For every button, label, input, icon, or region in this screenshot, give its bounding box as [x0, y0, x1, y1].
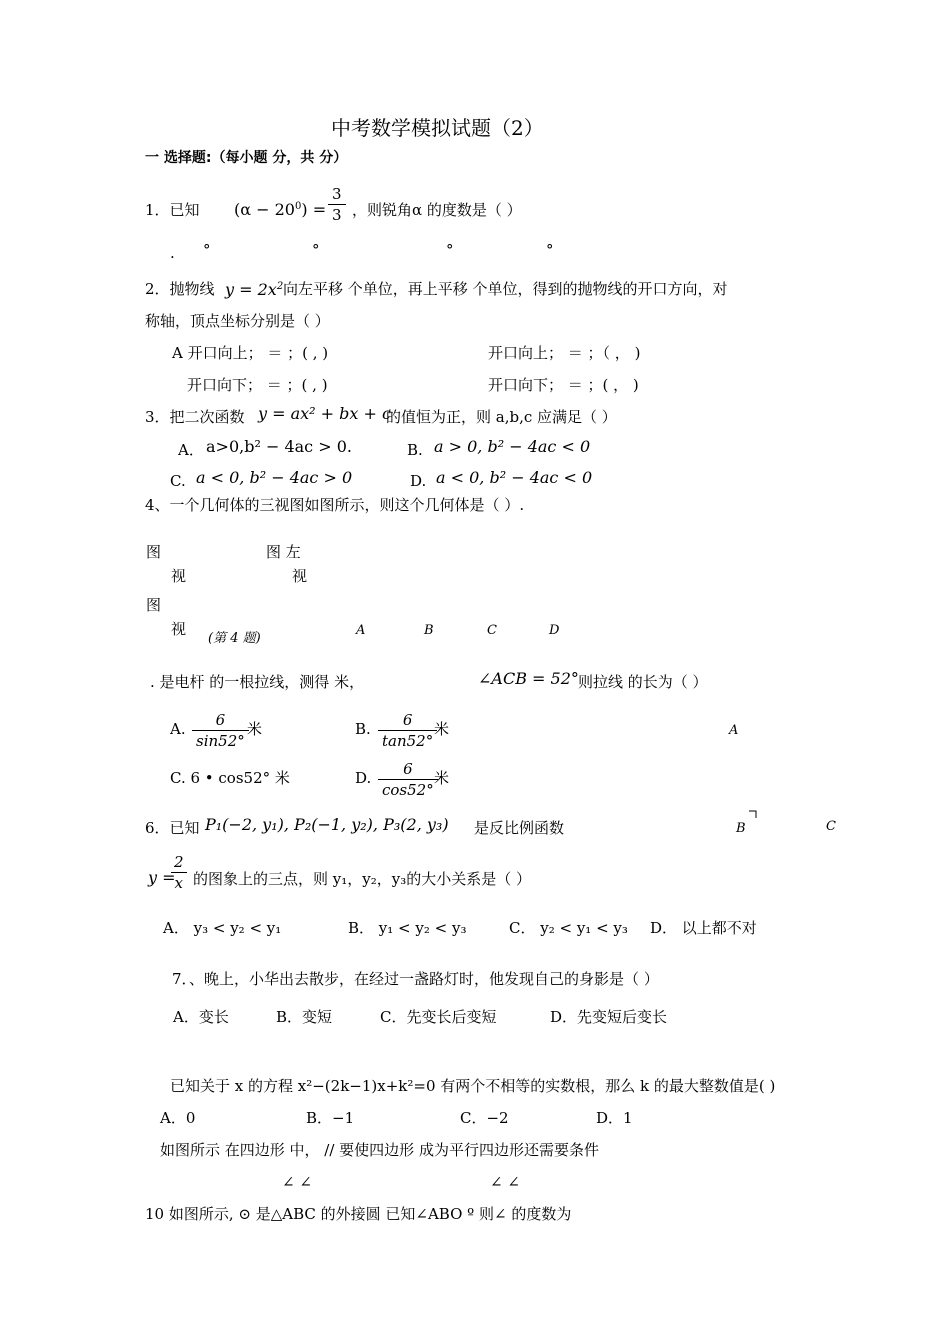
- q8-option-a: A．0: [160, 1109, 196, 1127]
- q3-option-b: a > 0, b² − 4ac < 0: [434, 437, 591, 456]
- q8-stem: 已知关于 x 的方程 x²−(2k−1)x+k²=0 有两个不相等的实数根，那么 k 的最大整数值是( ): [170, 1077, 776, 1095]
- q5-figure-label-b: B: [736, 821, 746, 836]
- q7-option-b: B．变短: [276, 1008, 333, 1026]
- q3-option-c: a < 0, b² − 4ac > 0: [196, 468, 353, 487]
- q9-condition-left: ∠ ∠: [282, 1173, 312, 1191]
- q5-figure-label-c: C: [826, 819, 836, 834]
- q1-option-b: °: [312, 241, 320, 259]
- q4-fig-word: 视: [171, 567, 187, 585]
- q1-option-a: °: [203, 241, 211, 259]
- page-title: 中考数学模拟试题（2）: [331, 116, 544, 140]
- q5-angle: ∠ACB = 52°: [478, 669, 579, 688]
- q4-fig-word: 视: [292, 567, 308, 585]
- q5-option-d-label: D.: [355, 769, 372, 787]
- q10-stem: 10 如图所示, ⊙ 是△ABC 的外接圆 已知∠ABO º 则∠ 的度数为: [145, 1205, 572, 1223]
- q6-points: P₁(−2, y₁), P₂(−1, y₂), P₃(2, y₃): [205, 815, 449, 834]
- q5-option-b-fraction: $\frac{6}{\tan 52^\circ}$: [378, 711, 437, 750]
- q5-stem-rest: 则拉线 的长为（ ）: [578, 673, 708, 691]
- q6-option-d: D． 以上都不对: [650, 919, 757, 937]
- q9-stem: 如图所示 在四边形 中， // 要使四边形 成为平行四边形还需要条件: [160, 1141, 599, 1159]
- q2-stem-line2: 称轴，顶点坐标分别是（ ）: [145, 312, 330, 330]
- q3-option-a: a>0,b² − 4ac > 0.: [206, 437, 352, 456]
- q3-option-d-label: D.: [410, 472, 427, 490]
- q6-stem-start: 6．已知: [145, 819, 200, 837]
- q6-option-a: A． y₃ < y₂ < y₁: [163, 919, 282, 937]
- q8-option-c: C．−2: [460, 1109, 509, 1127]
- q1-fraction: $\frac{3}{3}$: [328, 185, 346, 224]
- q4-fig-word: 图: [146, 596, 162, 614]
- q1-expression: $(\alpha - 20^0)$ =: [234, 200, 327, 219]
- q4-choice-b: B: [424, 623, 434, 638]
- q2-option-a: A 开口向上； ＝ ；( , ): [172, 344, 329, 362]
- q1-tail: ，则锐角α 的度数是（ ）: [352, 201, 522, 219]
- q4-choice-a: A: [356, 623, 366, 638]
- q1-option-marker: .: [170, 244, 175, 262]
- q5-option-d-fraction: $\frac{6}{\cos 52^\circ}$: [378, 760, 438, 799]
- q7-option-c: C．先变长后变短: [380, 1008, 497, 1026]
- q5-option-d-unit: 米: [434, 769, 450, 787]
- q5-option-c: C. 6 • cos52° 米: [170, 769, 290, 787]
- q4-stem: 4、一个几何体的三视图如图所示，则这个几何体是（ ）.: [145, 496, 525, 514]
- q4-fig-word: 图: [146, 543, 162, 561]
- q8-option-b: B．−1: [306, 1109, 355, 1127]
- q3-equation: y = ax² + bx + c: [258, 404, 391, 423]
- q5-option-a-unit: 米: [247, 720, 263, 738]
- q2-option-c: 开口向下； ＝ ；( , ): [187, 376, 328, 394]
- q5-option-a-fraction: $\frac{6}{\sin 52^\circ}$: [192, 711, 249, 750]
- q4-choice-d: D: [549, 623, 560, 638]
- q4-choice-c: C: [487, 623, 497, 638]
- q3-stem-start: 3．把二次函数: [145, 408, 245, 426]
- q2-stem-start: 2．抛物线: [145, 280, 215, 298]
- q5-option-b-unit: 米: [434, 720, 450, 738]
- q3-option-b-label: B.: [407, 441, 423, 459]
- q6-function-fraction: $\frac{2}{x}$: [170, 853, 188, 892]
- q4-fig-word: 视: [171, 620, 187, 638]
- q1-option-c: °: [446, 241, 454, 259]
- q7-option-a: A．变长: [173, 1008, 229, 1026]
- q6-stem-end: 的图象上的三点，则 y₁，y₂，y₃的大小关系是（ ）: [193, 870, 532, 888]
- q4-fig-word: 图 左: [266, 543, 301, 561]
- q5-figure-label-a: A: [729, 723, 739, 738]
- q6-function-lhs: y =: [148, 868, 176, 887]
- q5-option-b-label: B.: [355, 720, 371, 738]
- q8-option-d: D．1: [596, 1109, 633, 1127]
- q2-option-d: 开口向下； ＝ ；( ， ): [488, 376, 639, 394]
- q2-equation: $y = 2x^2$: [225, 280, 284, 299]
- q2-option-b: 开口向上； ＝ ；（ ， ): [488, 344, 641, 362]
- q3-option-a-label: A．: [178, 441, 204, 459]
- q2-stem-rest: 向左平移 个单位，再上平移 个单位，得到的抛物线的开口方向，对: [283, 280, 728, 298]
- q1-option-d: °: [546, 241, 554, 259]
- q1-number: 1．已知: [145, 201, 200, 219]
- q9-condition-right: ∠ ∠: [490, 1173, 520, 1191]
- q3-option-c-label: C.: [170, 472, 186, 490]
- right-angle-mark-icon: [748, 810, 758, 820]
- section-heading: 一 选择题:（每小题 分，共 分）: [145, 150, 348, 166]
- q3-stem-rest: 的值恒为正，则 a,b,c 应满足（ ）: [386, 408, 617, 426]
- q3-option-d: a < 0, b² − 4ac < 0: [436, 468, 593, 487]
- q4-figure-caption: (第 4 题): [208, 631, 261, 646]
- q6-option-b: B． y₁ < y₂ < y₃: [348, 919, 467, 937]
- q6-stem-mid: 是反比例函数: [474, 819, 565, 837]
- q7-stem: 7．、晚上，小华出去散步，在经过一盏路灯时，他发现自己的身影是（ ）: [172, 970, 659, 988]
- q5-option-a-label: A.: [170, 720, 186, 738]
- q5-stem-start: . 是电杆 的一根拉线，测得 米，: [150, 673, 365, 691]
- q6-option-c: C． y₂ < y₁ < y₃: [509, 919, 628, 937]
- q7-option-d: D．先变短后变长: [550, 1008, 668, 1026]
